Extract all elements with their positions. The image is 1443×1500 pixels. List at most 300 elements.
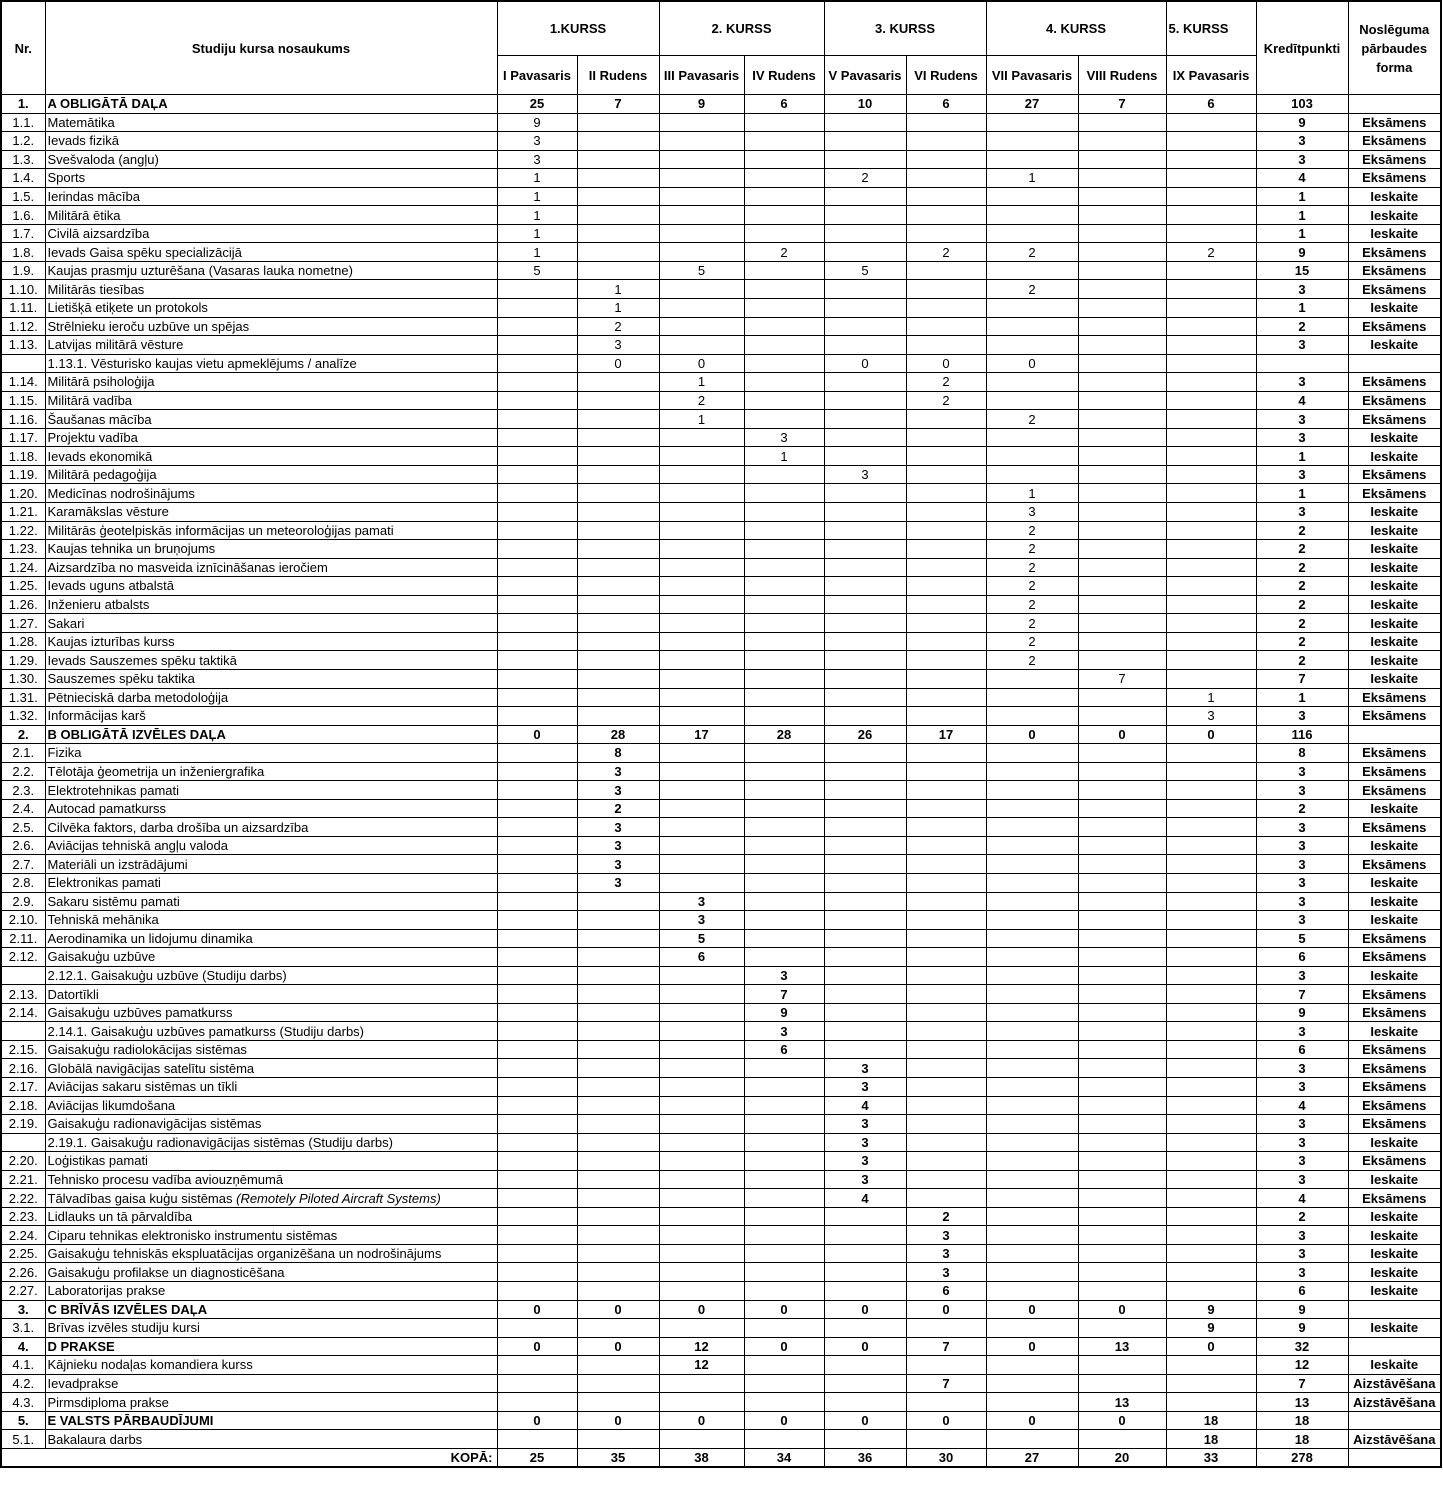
semester-credit-cell [744,484,824,503]
semester-credit-cell [1166,428,1256,447]
semester-credit-cell [497,781,577,800]
semester-credit-cell [497,1207,577,1226]
row-number: 1.13. [1,336,45,355]
exam-form-cell: Eksāmens [1348,169,1441,188]
course-name-text: Ievads Gaisa spēku specializācijā [47,244,242,260]
semester-credit-cell [577,206,659,225]
semester-credit-cell [1078,391,1166,410]
semester-credit-cell [986,1077,1078,1096]
semester-credit-cell [986,688,1078,707]
semester-credit-cell [1166,261,1256,280]
table-row [1,1096,1441,1115]
course-name [45,1244,497,1263]
semester-credit-cell [986,1356,1078,1375]
semester-credit-cell [497,744,577,763]
semester-credit-cell: 2 [986,540,1078,559]
semester-credit-cell: 3 [986,503,1078,522]
row-number: 1.31. [1,688,45,707]
semester-credit-cell [1166,299,1256,318]
row-number: 1.20. [1,484,45,503]
course-name-text: Laboratorijas prakse [47,1283,166,1299]
row-number [1,354,45,373]
semester-credit-cell [577,169,659,188]
semester-credit-cell [1078,1374,1166,1393]
semester-credit-cell [1166,595,1256,614]
course-name-text: Latvijas militārā vēsture [47,337,184,353]
semester-credit-cell [986,892,1078,911]
semester-credit-cell [824,781,906,800]
row-number: 1.26. [1,595,45,614]
header-exam-form: Noslēguma pārbaudes forma [1348,1,1441,95]
semester-credit-cell [659,317,744,336]
semester-credit-cell [744,336,824,355]
course-name-text: Loģistikas pamati [47,1153,148,1169]
semester-credit-cell [986,1319,1078,1338]
semester-credit-cell: 0 [497,1411,577,1430]
semester-credit-cell [1078,948,1166,967]
row-number: 5.1. [1,1430,45,1449]
semester-credit-cell: 3 [497,150,577,169]
table-row [1,688,1441,707]
table-row [1,465,1441,484]
semester-credit-cell [986,336,1078,355]
semester-credit-cell [1166,484,1256,503]
exam-form-cell: Ieskaite [1348,1226,1441,1245]
semester-credit-cell [824,410,906,429]
semester-credit-cell [1166,391,1256,410]
exam-form-cell [1348,725,1441,744]
semester-credit-cell [577,1003,659,1022]
semester-credit-cell: 7 [577,95,659,114]
course-name [45,391,497,410]
table-row [1,484,1441,503]
semester-credit-cell [1166,1170,1256,1189]
course-name-text: Militārā pedagoģija [47,467,157,483]
row-number: 2.3. [1,781,45,800]
semester-credit-cell [1166,1059,1256,1078]
table-header [1,1,1441,95]
semester-credit-cell [577,1374,659,1393]
course-name [45,317,497,336]
semester-credit-cell [824,818,906,837]
credits-total-cell: 13 [1256,1393,1348,1412]
semester-credit-cell: 12 [659,1356,744,1375]
semester-credit-cell [906,1022,986,1041]
semester-credit-cell [744,1207,824,1226]
semester-credit-cell [744,1244,824,1263]
semester-credit-cell [1078,1022,1166,1041]
semester-credit-cell: 2 [986,632,1078,651]
table-row [1,911,1441,930]
credits-total-cell: 2 [1256,577,1348,596]
course-name [45,781,497,800]
semester-credit-cell: 1 [497,206,577,225]
semester-credit-cell [1078,465,1166,484]
semester-credit-cell [1078,873,1166,892]
semester-credit-cell [906,1170,986,1189]
exam-form-cell: Eksāmens [1348,150,1441,169]
table-row [1,224,1441,243]
semester-credit-cell [906,669,986,688]
semester-credit-cell [1166,373,1256,392]
credits-total-cell: 3 [1256,1152,1348,1171]
table-row [1,1393,1441,1412]
row-number: 2.20. [1,1152,45,1171]
semester-credit-cell: 3 [824,1077,906,1096]
credits-total-cell: 2 [1256,614,1348,633]
exam-form-cell: Ieskaite [1348,614,1441,633]
credits-total-cell: 1 [1256,484,1348,503]
semester-credit-cell [577,632,659,651]
semester-credit-cell [906,465,986,484]
course-name [45,1282,497,1301]
semester-credit-cell [577,465,659,484]
total-row [1,1448,1441,1467]
row-number: 1.11. [1,299,45,318]
semester-credit-cell [906,187,986,206]
row-number: 4. [1,1337,45,1356]
course-name-text: Cilvēka faktors, darba drošība un aizsardzība [47,819,309,835]
semester-credit-cell: 4 [824,1096,906,1115]
semester-credit-cell [744,465,824,484]
row-number: 2.14. [1,1003,45,1022]
semester-credit-cell: 0 [824,354,906,373]
semester-credit-cell [986,762,1078,781]
row-number: 3. [1,1300,45,1319]
semester-credit-cell [986,855,1078,874]
semester-credit-cell [1078,855,1166,874]
semester-credit-cell [744,187,824,206]
semester-credit-cell: 8 [577,744,659,763]
semester-credit-cell: 0 [906,1300,986,1319]
course-name-text: Ievads fizikā [47,133,120,149]
semester-credit-cell [497,1393,577,1412]
semester-credit-cell [986,1393,1078,1412]
exam-form-cell: Ieskaite [1348,540,1441,559]
credits-total-cell: 7 [1256,669,1348,688]
row-number: 1.15. [1,391,45,410]
semester-credit-cell [986,781,1078,800]
semester-credit-cell [659,150,744,169]
credits-total-cell: 3 [1256,465,1348,484]
semester-credit-cell: 2 [659,391,744,410]
semester-credit-cell [824,391,906,410]
row-number: 1.7. [1,224,45,243]
semester-credit-cell [906,113,986,132]
row-number: 2.13. [1,985,45,1004]
course-name-text: Informācijas karš [47,708,146,724]
semester-credit-cell [906,818,986,837]
exam-form-cell: Ieskaite [1348,632,1441,651]
semester-credit-cell [986,911,1078,930]
semester-credit-cell [1078,1356,1166,1375]
semester-credit-cell [824,836,906,855]
semester-credit-cell [659,132,744,151]
semester-credit-cell [497,1077,577,1096]
row-number: 1.17. [1,428,45,447]
exam-form-cell: Eksāmens [1348,410,1441,429]
exam-form-cell: Eksāmens [1348,1077,1441,1096]
course-name [45,1207,497,1226]
credits-total-cell: 3 [1256,1226,1348,1245]
semester-credit-cell [744,261,824,280]
semester-credit-cell: 0 [577,354,659,373]
row-number: 1.30. [1,669,45,688]
semester-credit-cell [659,1059,744,1078]
semester-credit-cell [1078,836,1166,855]
semester-credit-cell [659,1189,744,1208]
semester-credit-cell [986,1152,1078,1171]
semester-credit-cell [986,1263,1078,1282]
table-row [1,985,1441,1004]
table-row [1,428,1441,447]
semester-credit-cell [824,577,906,596]
course-name-text: Aerodinamika un lidojumu dinamika [47,930,253,946]
course-name-text: Gaisakuģu uzbūves pamatkurss [47,1005,233,1021]
semester-credit-cell [577,948,659,967]
semester-credit-cell [659,799,744,818]
semester-credit-cell: 5 [824,261,906,280]
semester-credit-cell [577,707,659,726]
semester-credit-cell [497,818,577,837]
semester-credit-cell [1166,540,1256,559]
semester-credit-cell [659,540,744,559]
semester-credit-cell [744,818,824,837]
semester-credit-cell [1166,1040,1256,1059]
semester-credit-cell [659,206,744,225]
exam-form-cell: Ieskaite [1348,1244,1441,1263]
course-name [45,280,497,299]
semester-credit-cell [986,948,1078,967]
exam-form-cell: Ieskaite [1348,206,1441,225]
semester-credit-cell [497,577,577,596]
row-number: 1.9. [1,261,45,280]
semester-credit-cell [659,521,744,540]
row-number: 2. [1,725,45,744]
course-name-text: Tēlotāja ģeometrija un inženiergrafika [47,763,265,779]
row-number: 5. [1,1411,45,1430]
semester-credit-cell [659,1170,744,1189]
semester-credit-cell [659,1263,744,1282]
course-name [45,243,497,262]
semester-credit-cell: 26 [824,725,906,744]
course-name [45,966,497,985]
credits-total-cell: 5 [1256,929,1348,948]
exam-form-cell: Ieskaite [1348,911,1441,930]
semester-credit-cell [577,1096,659,1115]
semester-credit-cell [744,280,824,299]
credits-total-cell: 3 [1256,781,1348,800]
exam-form-cell: Ieskaite [1348,595,1441,614]
table-row [1,354,1441,373]
credits-total-cell: 12 [1256,1356,1348,1375]
semester-credit-cell [1078,206,1166,225]
semester-credit-cell: 10 [824,95,906,114]
semester-credit-cell [986,1207,1078,1226]
semester-credit-cell: 1 [497,224,577,243]
semester-credit-cell [986,1003,1078,1022]
header-nr: Nr. [1,1,45,95]
semester-credit-cell [1078,1077,1166,1096]
exam-form-cell: Ieskaite [1348,558,1441,577]
course-name [45,725,497,744]
semester-credit-cell: 3 [824,1170,906,1189]
semester-credit-cell [659,577,744,596]
table-row [1,929,1441,948]
exam-form-cell: Ieskaite [1348,577,1441,596]
semester-credit-cell [744,150,824,169]
semester-credit-cell [497,1003,577,1022]
semester-credit-cell [659,1003,744,1022]
semester-credit-cell [577,132,659,151]
table-row [1,1152,1441,1171]
semester-credit-cell [497,632,577,651]
semester-credit-cell [906,447,986,466]
course-name-text: Matemātika [47,114,115,130]
row-number: 2.7. [1,855,45,874]
semester-credit-cell [659,447,744,466]
table-row [1,799,1441,818]
exam-form-cell: Ieskaite [1348,966,1441,985]
semester-credit-cell [824,558,906,577]
credits-total-cell: 8 [1256,744,1348,763]
semester-credit-cell [1078,1115,1166,1134]
semester-credit-cell [744,1319,824,1338]
course-name-text: Elektronikas pamati [47,875,161,891]
credits-total-cell: 3 [1256,836,1348,855]
semester-credit-cell [1078,818,1166,837]
semester-credit-cell [906,595,986,614]
semester-credit-cell [744,1282,824,1301]
row-number: 2.12. [1,948,45,967]
course-name [45,336,497,355]
semester-credit-cell [659,669,744,688]
semester-credit-cell: 0 [577,1300,659,1319]
exam-form-cell: Ieskaite [1348,428,1441,447]
semester-credit-cell [986,1022,1078,1041]
semester-credit-cell [1166,1096,1256,1115]
semester-credit-cell: 3 [1166,707,1256,726]
semester-credit-cell [577,911,659,930]
semester-credit-cell: 0 [986,1411,1078,1430]
row-number: 1.22. [1,521,45,540]
semester-credit-cell [744,169,824,188]
exam-form-cell: Ieskaite [1348,1282,1441,1301]
semester-credit-cell [824,428,906,447]
semester-credit-cell [577,224,659,243]
semester-credit-cell [577,1393,659,1412]
semester-credit-cell [659,781,744,800]
semester-credit-cell [744,1374,824,1393]
semester-credit-cell [659,762,744,781]
course-name [45,224,497,243]
exam-form-cell: Eksāmens [1348,744,1441,763]
semester-credit-cell [986,299,1078,318]
course-name [45,150,497,169]
table-row [1,150,1441,169]
table-row [1,1282,1441,1301]
course-name [45,688,497,707]
semester-credit-cell: 0 [906,1411,986,1430]
exam-form-cell: Eksāmens [1348,317,1441,336]
semester-credit-cell [1166,558,1256,577]
credits-total-cell: 1 [1256,206,1348,225]
semester-credit-cell: 18 [1166,1411,1256,1430]
row-number: 2.18. [1,1096,45,1115]
course-name-text: Lietišķā etiķete un protokols [47,300,208,316]
table-row [1,169,1441,188]
semester-credit-cell [744,614,824,633]
semester-credit-cell [1078,1226,1166,1245]
semester-credit-cell [906,651,986,670]
course-name [45,206,497,225]
credits-total-cell: 116 [1256,725,1348,744]
semester-credit-cell [659,1152,744,1171]
semester-credit-cell [1078,762,1166,781]
semester-credit-cell [744,1152,824,1171]
course-name [45,484,497,503]
semester-credit-cell: 27 [986,95,1078,114]
semester-credit-cell [824,243,906,262]
semester-credit-cell [824,855,906,874]
semester-credit-cell [906,985,986,1004]
course-name-text: Tehniskā mehānika [47,912,159,928]
semester-credit-cell [1078,614,1166,633]
semester-credit-cell [577,985,659,1004]
semester-credit-cell [744,669,824,688]
semester-credit-cell [824,651,906,670]
semester-credit-cell [906,799,986,818]
semester-credit-cell [986,187,1078,206]
row-number: 2.21. [1,1170,45,1189]
course-name [45,132,497,151]
semester-credit-cell: 2 [986,614,1078,633]
semester-credit-cell [497,428,577,447]
semester-credit-cell: 2 [986,651,1078,670]
exam-form-cell: Eksāmens [1348,391,1441,410]
semester-credit-cell [744,1226,824,1245]
exam-form-cell: Eksāmens [1348,688,1441,707]
semester-credit-cell [1078,577,1166,596]
course-name [45,465,497,484]
semester-credit-cell [1166,1393,1256,1412]
semester-credit-cell: 17 [906,725,986,744]
semester-credit-cell [577,1133,659,1152]
row-number: 2.24. [1,1226,45,1245]
semester-credit-cell [1166,206,1256,225]
semester-credit-cell [1166,1133,1256,1152]
course-name-text: 1.13.1. Vēsturisko kaujas vietu apmeklējums / analīze [47,355,357,371]
table-row [1,540,1441,559]
semester-credit-cell [824,150,906,169]
row-number: 1.16. [1,410,45,429]
semester-credit-cell [824,744,906,763]
semester-credit-cell [1078,1040,1166,1059]
semester-credit-cell [1078,503,1166,522]
semester-credit-cell [744,799,824,818]
exam-form-cell: Eksāmens [1348,113,1441,132]
course-name [45,428,497,447]
semester-credit-cell [1078,1244,1166,1263]
semester-credit-cell: 6 [659,948,744,967]
semester-credit-cell [1166,503,1256,522]
course-name-text: Sakaru sistēmu pamati [47,893,180,909]
course-name [45,410,497,429]
semester-credit-cell [577,1189,659,1208]
row-number: 2.5. [1,818,45,837]
semester-credit-cell [497,873,577,892]
semester-credit-cell: 5 [497,261,577,280]
